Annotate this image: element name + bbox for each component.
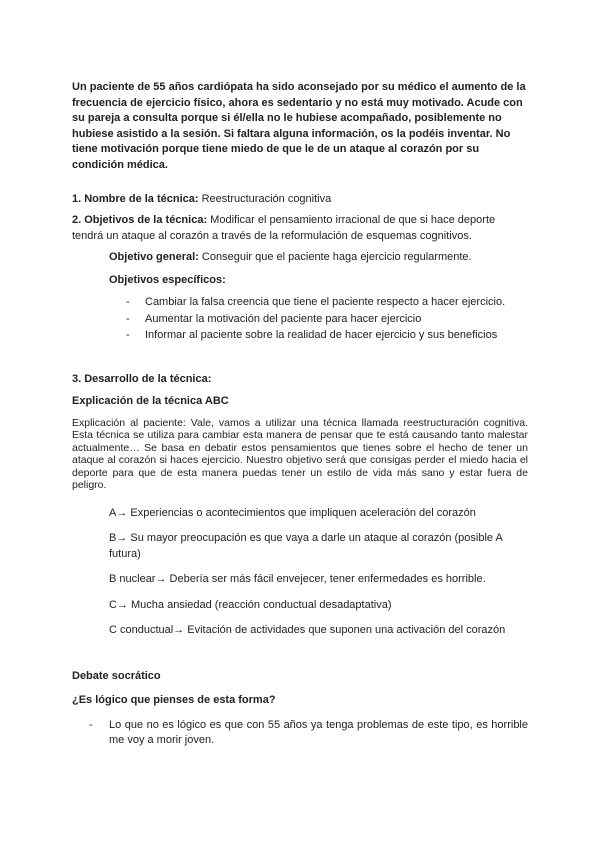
section-objectives xyxy=(72,213,528,244)
document-page xyxy=(72,80,528,749)
socratic-question: ¿Es lógico que pienses de esta forma? xyxy=(72,694,276,707)
socratic-answers-list xyxy=(72,718,528,749)
dash-marker: - xyxy=(89,718,93,731)
patient-explanation: Explicación al paciente: Vale, vamos a utilizar una técnica llamada reestructuración cognitiva. Esta técnica se utiliza para cambiar esta manera de pensar que te está causando tanto malestar actualmente… Se basa en debatir estos pensamientos que tienes sobre el hecho de tener un ataque al corazón si haces ejercicio. Nuestro objetivo será que consigas perder el miedo hacia el deporte para que de esta manera puedas tener un estilo de vida más sano y estar fuera de peligro. xyxy=(72,416,528,492)
general-objective-value: Conseguir que el paciente haga ejercicio regularmente. xyxy=(201,251,472,264)
general-objective-label: Objetivo general: xyxy=(109,251,199,264)
abc-title: Explicación de la técnica ABC xyxy=(72,395,229,408)
section-technique-name-label: 1. Nombre de la técnica: xyxy=(72,192,199,205)
list-item: - Cambiar la falsa creencia que tiene el paciente respecto a hacer ejercicio. xyxy=(72,294,528,311)
list-item: - Lo que no es lógico es que con 55 años ya tenga problemas de este tipo, es horrible me voy a morir joven. xyxy=(89,718,528,747)
section-objectives-label: 2. Objetivos de la técnica: xyxy=(72,214,208,227)
specific-objectives-label: Objetivos específicos: xyxy=(109,273,226,286)
section-technique-name-value: Reestructuración cognitiva xyxy=(201,192,332,205)
section-development-label: 3. Desarrollo de la técnica: xyxy=(72,372,212,385)
list-item: - Informar al paciente sobre la realidad de hacer ejercicio y sus beneficios xyxy=(72,327,528,344)
section-objectives-value: Modificar el pensamiento irracional de que si hace deporte tendrá un ataque al corazón a través de la reformulación de esquemas cognitivos. xyxy=(72,214,496,242)
general-objective xyxy=(109,250,528,266)
abc-item-c: C→ Mucha ansiedad (reacción conductual desadaptativa) xyxy=(109,598,392,611)
abc-item-b-nuclear: B nuclear→ Debería ser más fácil envejecer, tener enfermedades es horrible. xyxy=(109,573,486,586)
abc-item-a: A→ Experiencias o acontecimientos que impliquen aceleración del corazón xyxy=(109,506,476,519)
socratic-debate-title: Debate socrático xyxy=(72,669,161,682)
dash-marker: - xyxy=(126,296,130,309)
abc-item-b: B→ Su mayor preocupación es que vaya a darle un ataque al corazón (posible A futura) xyxy=(109,532,503,560)
section-technique-name xyxy=(72,192,528,208)
list-item: - Aumentar la motivación del paciente para hacer ejercicio xyxy=(72,311,528,328)
case-description: Un paciente de 55 años cardiópata ha sido aconsejado por su médico el aumento de la frecuencia de ejercicio físico, ahora es sedentario y no está muy motivado. Acude con su pareja a consulta porque si él/ella no le hubiese acompañado, posiblemente no hubiese asistido a la sesión. Si faltara alguna información, os la podéis inventar. No tiene motivación porque tiene miedo de que le de un ataque al corazón por su condición médica. xyxy=(72,81,526,171)
abc-item-c-conductual: C conductual→ Evitación de actividades que suponen una activación del corazón xyxy=(109,624,506,637)
dash-marker: - xyxy=(126,312,130,325)
dash-marker: - xyxy=(126,329,130,342)
specific-objectives-list xyxy=(72,294,528,344)
